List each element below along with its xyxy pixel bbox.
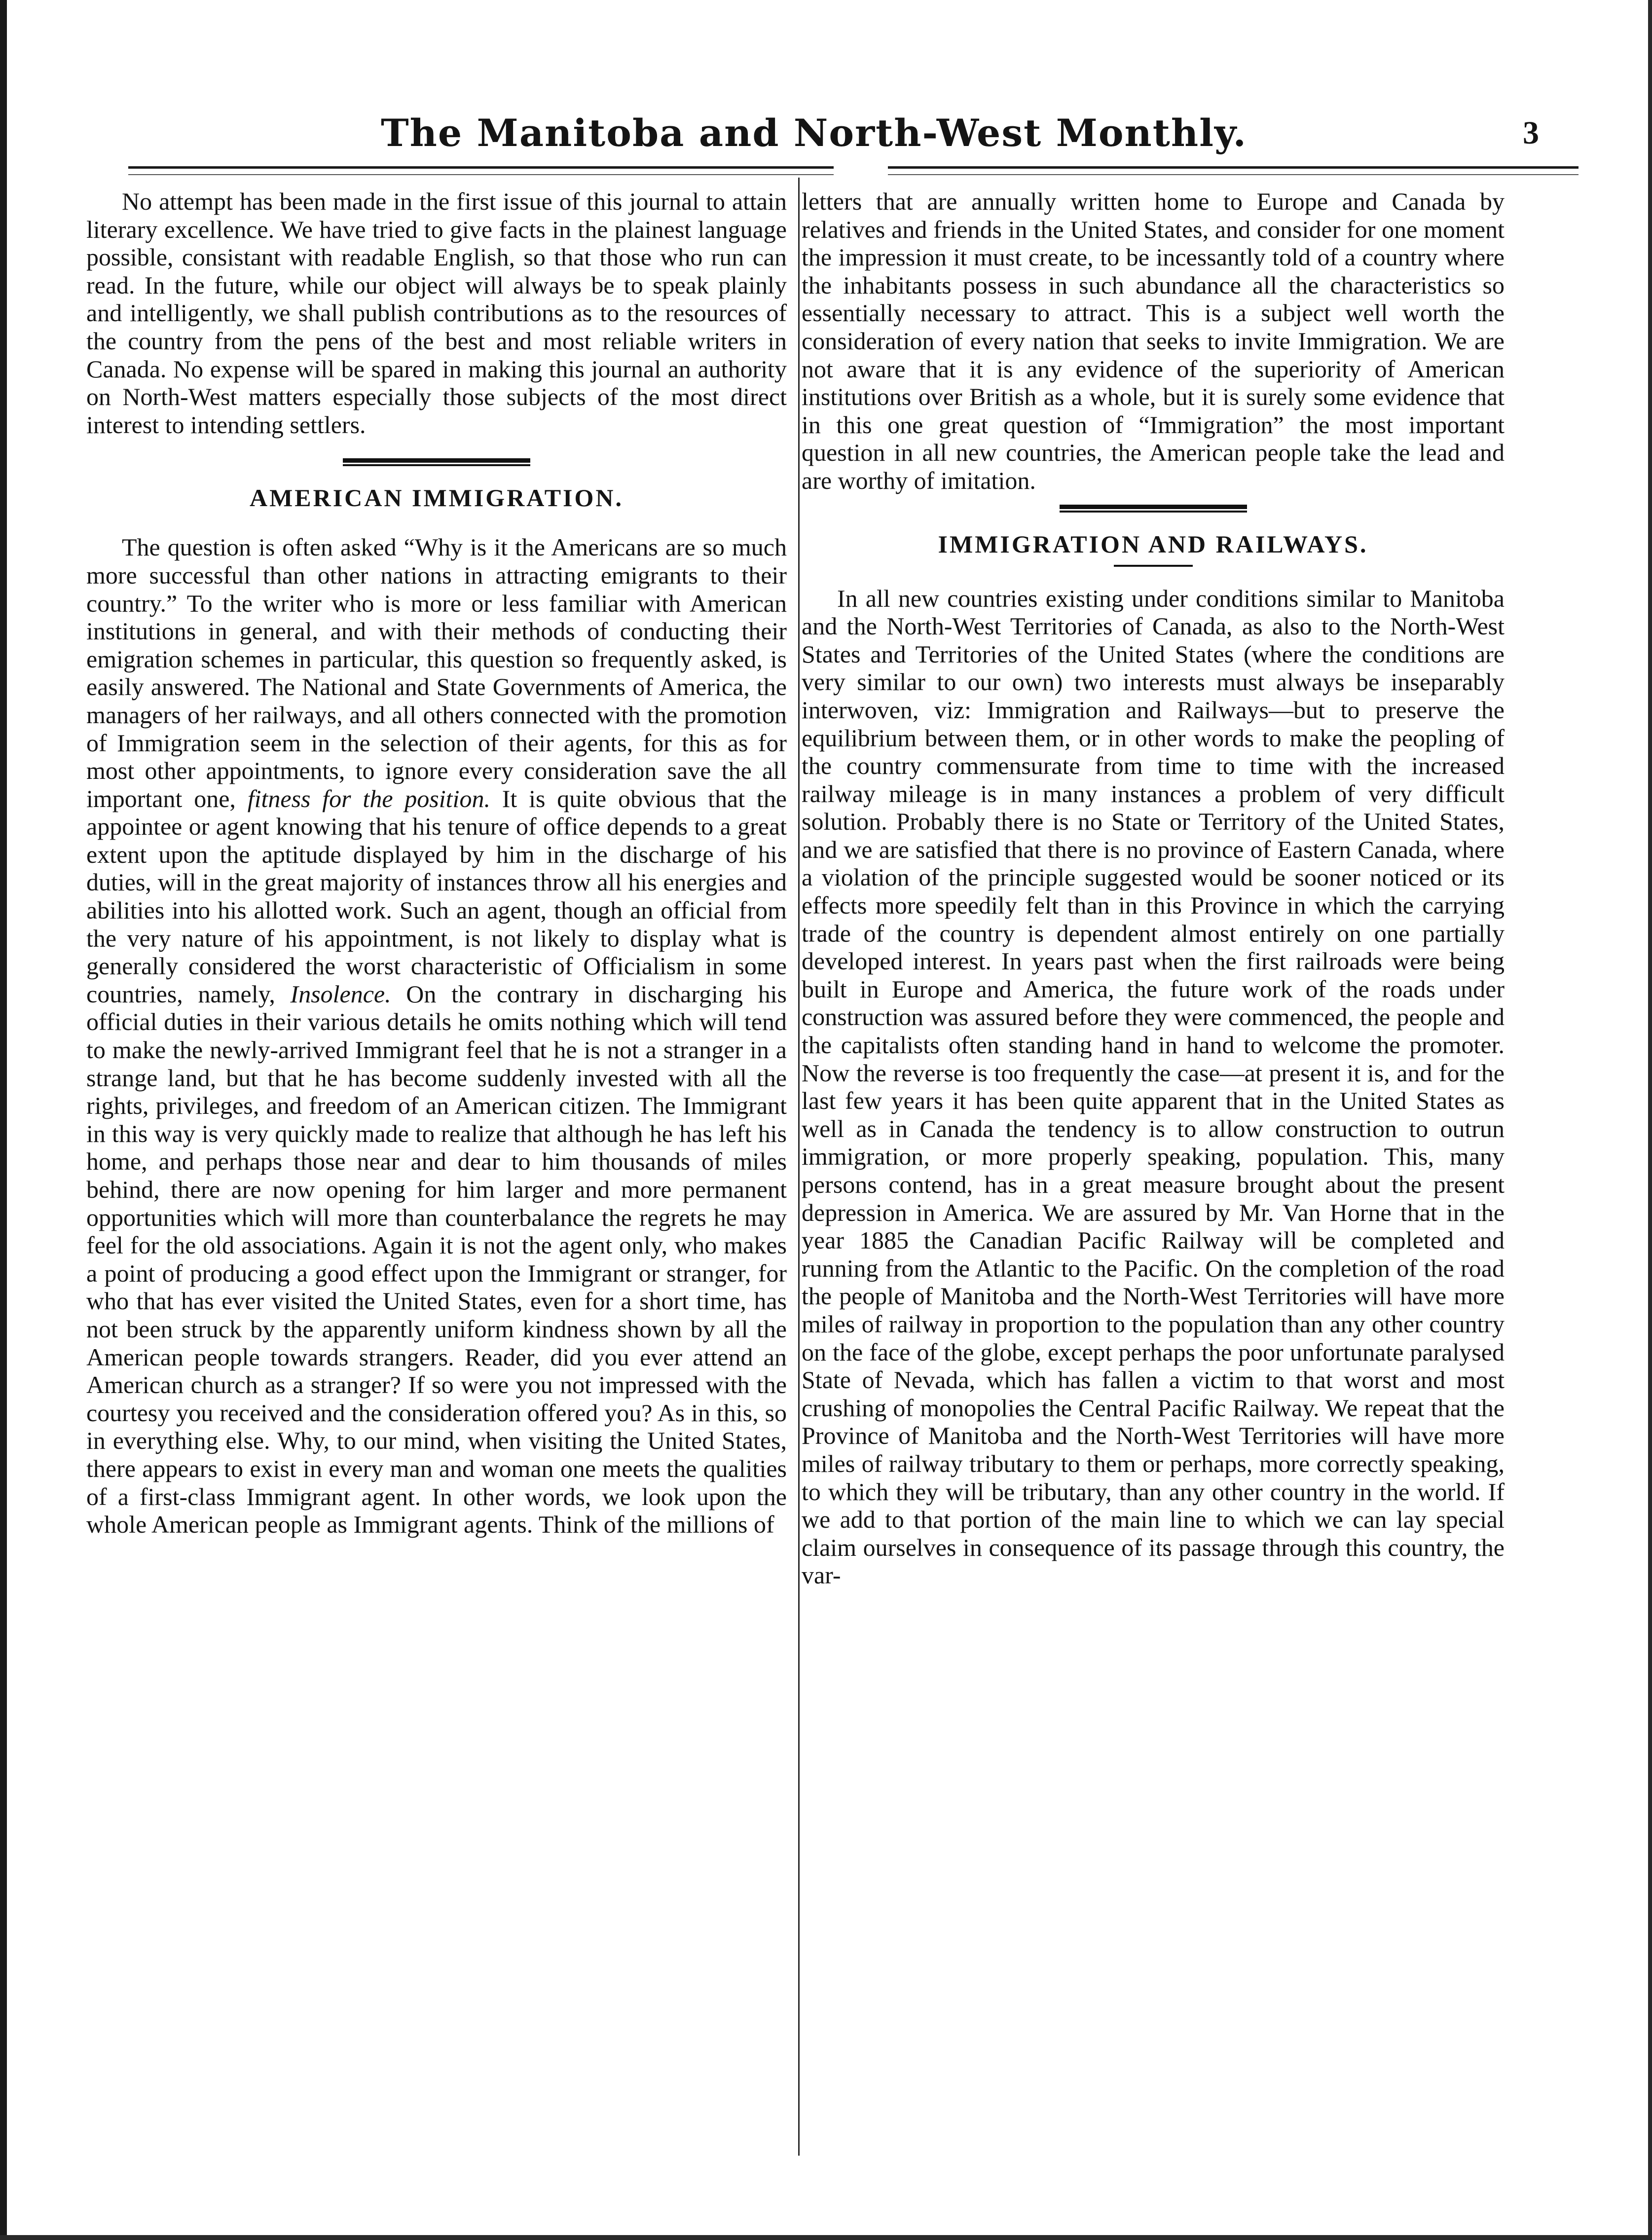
intro-paragraph: No attempt has been made in the first issue of this journal to attain literary excellence. We have tried to give facts in the plainest language possible, consistant with readable English, so that those who run can read. In the future, while our object will always be to speak plainly and intelligently, we shall publish contributions as to the resources of the country from the pens of the best and most reliable writers in Canada. No expense will be spared in making this journal an authority on North-West matters especially those subjects of the most direct interest to intending settlers. xyxy=(86,187,787,439)
header-rule-right-thin xyxy=(888,174,1579,175)
section-divider xyxy=(343,458,530,467)
article-text-part2: It is quite obvious that the appointee or agent knowing that his tenure of office depends to a great extent upon the aptitude displayed by him in the discharge of his duties, will in the great majority of instances throw all his energies and abilities into his allotted work. Such an agent, though an official from the very nature of his appointment, is not likely to display what is generally considered the worst characteristic of Officialism in some countries, namely, xyxy=(86,784,787,1008)
article-text-part3: On the contrary in discharging his official duties in their various details he omits nothing which will tend to make the newly-arrived Immigrant feel that he is not a stranger in a strange land, but that he has become suddenly invested with all the rights, privileges, and freedom of an American citizen. The Immigrant in this way is very quickly made to realize that although he has left his home, and perhaps those near and dear to him thousands of miles behind, there are now opening for him larger and more permanent opportunities which will more than counterbalance the regrets he may feel for the old associations. Again it is not the agent only, who makes a point of producing a good effect upon the Immigrant or stranger, for who that has ever visited the United States, even for a short time, has not been struck by the apparently uniform kindness shown by all the American people towards strangers. Reader, did you ever attend an American church as a stranger? If so were you not impressed with the courtesy you received and the consideration offered you? As in this, so in everything else. Why, to our mind, when visiting the United States, there appears to exist in every man and woman one meets the qualities of a first-class Immigrant agent. In other words, we look upon the whole American people as Immigrant agents. Think of the millions of xyxy=(86,980,787,1539)
article-text-part1: The question is often asked “Why is it the Americans are so much more successful than other nations in attracting emigrants to their country.” To the writer who is more or less familiar with American institutions in general, and with their methods of conducting their emigration schemes in particular, this question so frequently asked, is easily answered. The National and State Governments of America, the managers of her railways, and all others connected with the promotion of Immigration seem in the selection of their agents, for this as for most other appointments, to ignore every consideration save the all important one, xyxy=(86,533,787,812)
right-column xyxy=(802,187,1505,1589)
emphasis-fitness: fitness for the position. xyxy=(247,784,490,812)
article-immigration-railways: In all new countries existing under conditions similar to Manitoba and the North-West Territories of Canada, as also to the North-West States and Territories of the United States (where the conditions are very similar to our own) two interests must always be inseparably interwoven, viz: Immigration and Railways—but to preserve the equilibrium between them, or in other words to make the peopling of the country commensurate from time to time with the increased railway mileage is in many instances a problem of very difficult solution. Probably there is no State or Territory of the United States, and we are satisfied that there is no province of Eastern Canada, where a violation of the principle suggested would be sooner noticed or its effects more speedily felt than in this Province in which the carrying trade of the country is dependent almost entirely on one partially developed interest. In years past when the first railroads were being built in Europe and America, the future work of the roads under construction was assured before they were commenced, the people and the capitalists often standing hand in hand to welcome the promoter. Now the reverse is too frequently the case—at present it is, and for the last few years it has been quite apparent that in the United States as well as in Canada the tendency is to allow construction to outrun immigration, or more properly speaking, population. This, many persons contend, has in a great measure brought about the present depression in America. We are assured by Mr. Van Horne that in the year 1885 the Canadian Pacific Railway will be completed and running from the Atlantic to the Pacific. On the completion of the road the people of Manitoba and the North-West Territories will have more miles of railway in proportion to the population than any other country on the face of the globe, except perhaps the poor unfortunate paralysed State of Nevada, which has fallen a victim to that worst and most crushing of monopolies the Central Pacific Railway. We repeat that the Province of Manitoba and the North-West Territories will have more miles of railway tributary to them or perhaps, more correctly speaking, to which they will be tributary, than any other country in the world. If we add to that portion of the main line to which we can lay special claim ourselves in consequence of its passage through this country, the var- xyxy=(802,584,1505,1589)
article-american-immigration xyxy=(86,533,787,1538)
section-divider xyxy=(1060,505,1247,514)
left-column xyxy=(86,187,787,1539)
masthead-title: The Manitoba and North-West Monthly. xyxy=(381,111,1247,155)
header-rule-left-thin xyxy=(128,174,834,175)
header-rule-left xyxy=(128,166,834,169)
scan-edge-left xyxy=(0,0,7,2240)
scan-edge-right xyxy=(1648,0,1652,2240)
section-title-immigration-railways: IMMIGRATION AND RAILWAYS. xyxy=(938,530,1368,558)
scan-edge-bottom xyxy=(0,2235,1652,2240)
page-number: 3 xyxy=(1523,115,1539,151)
column-divider xyxy=(798,178,800,2156)
emphasis-insolence: Insolence. xyxy=(290,980,391,1008)
page-header xyxy=(89,106,1539,170)
header-rule-right xyxy=(888,166,1579,169)
continuation-paragraph: letters that are annually written home to Europe and Canada by relatives and friends in the United States, and consider for one moment the impression it must create, to be incessantly told of a country where the inhabitants possess in such abundance all the characteristics so essentially necessary to attract. This is a subject well worth the consideration of every nation that seeks to invite Immigration. We are not aware that it is any evidence of the superiority of American institutions over British as a whole, but it is surely some evidence that in this one great question of “Immigration” the most important question in all new countries, the American people take the lead and are worthy of imitation. xyxy=(802,187,1505,494)
section-title-american-immigration: AMERICAN IMMIGRATION. xyxy=(249,484,624,512)
